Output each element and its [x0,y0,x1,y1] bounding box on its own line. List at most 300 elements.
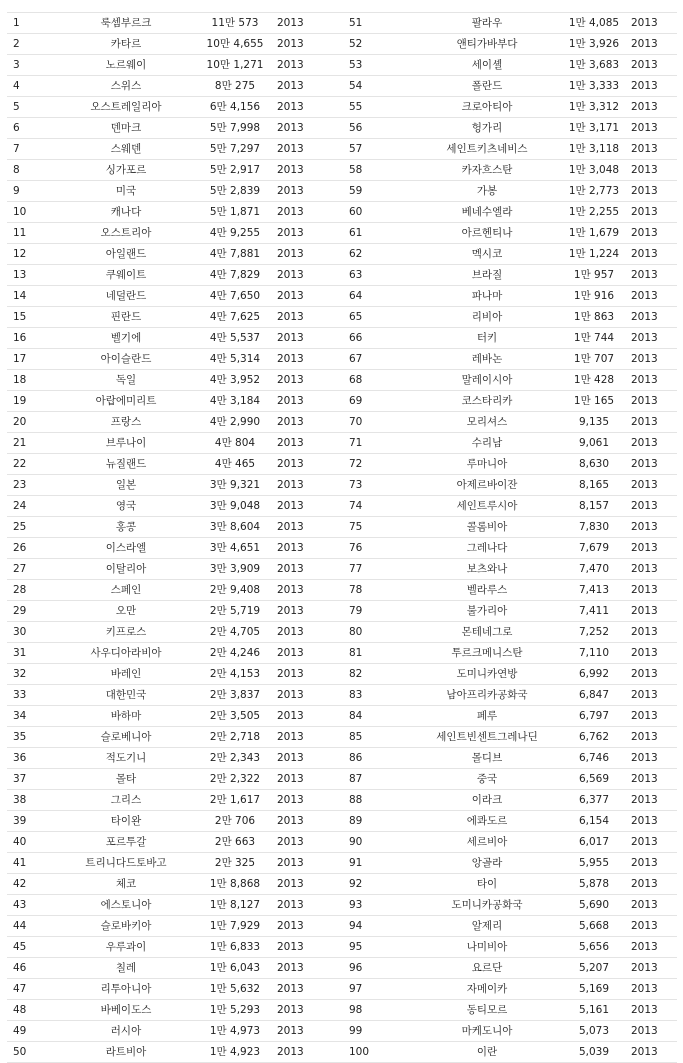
country-cell: 말레이시아 [415,370,559,391]
country-cell: 벨라루스 [415,580,559,601]
rank-cell: 99 [345,1021,415,1042]
rank-cell: 96 [345,958,415,979]
gdp-value-cell: 2만 3,837 [195,685,275,706]
gdp-value-cell: 1만 5,293 [195,1000,275,1021]
country-cell: 스웨덴 [57,139,195,160]
table-row [7,307,677,328]
rank-cell: 62 [345,244,415,265]
rank-cell: 47 [7,979,57,1000]
table-row [7,97,677,118]
table-row [7,202,677,223]
country-cell: 에콰도르 [415,811,559,832]
rank-cell: 72 [345,454,415,475]
country-cell: 아제르바이잔 [415,475,559,496]
rank-cell: 98 [345,1000,415,1021]
year-cell: 2013 [629,979,677,1000]
gdp-value-cell: 4만 7,881 [195,244,275,265]
gdp-value-cell: 2만 5,719 [195,601,275,622]
year-cell: 2013 [275,412,345,433]
year-cell: 2013 [629,706,677,727]
gdp-value-cell: 2만 9,408 [195,580,275,601]
table-row [7,1042,677,1063]
country-cell: 투르크메니스탄 [415,643,559,664]
gdp-value-cell: 2만 663 [195,832,275,853]
year-cell: 2013 [629,118,677,139]
country-cell: 룩셈부르크 [57,13,195,34]
gdp-value-cell: 7,679 [559,538,629,559]
rank-cell: 59 [345,181,415,202]
country-cell: 헝가리 [415,118,559,139]
gdp-value-cell: 6,154 [559,811,629,832]
country-cell: 대한민국 [57,685,195,706]
table-row [7,328,677,349]
gdp-value-cell: 9,061 [559,433,629,454]
table-row [7,391,677,412]
gdp-value-cell: 1만 3,926 [559,34,629,55]
rank-cell: 33 [7,685,57,706]
rank-cell: 7 [7,139,57,160]
country-cell: 미국 [57,181,195,202]
rank-cell: 71 [345,433,415,454]
table-row [7,916,677,937]
rank-cell: 56 [345,118,415,139]
year-cell: 2013 [629,370,677,391]
year-cell: 2013 [629,580,677,601]
country-cell: 타이완 [57,811,195,832]
country-cell: 싱가포르 [57,160,195,181]
rank-cell: 20 [7,412,57,433]
gdp-value-cell: 4만 7,625 [195,307,275,328]
gdp-value-cell: 3만 9,321 [195,475,275,496]
year-cell: 2013 [275,853,345,874]
gdp-value-cell: 6,746 [559,748,629,769]
rank-cell: 74 [345,496,415,517]
year-cell: 2013 [275,685,345,706]
country-cell: 카타르 [57,34,195,55]
rank-cell: 13 [7,265,57,286]
rank-cell: 97 [345,979,415,1000]
rank-cell: 57 [345,139,415,160]
country-cell: 세르비아 [415,832,559,853]
gdp-value-cell: 2만 4,153 [195,664,275,685]
gdp-value-cell: 7,411 [559,601,629,622]
year-cell: 2013 [275,916,345,937]
rank-cell: 63 [345,265,415,286]
rank-cell: 35 [7,727,57,748]
gdp-value-cell: 2만 325 [195,853,275,874]
gdp-value-cell: 1만 3,171 [559,118,629,139]
rank-cell: 31 [7,643,57,664]
rank-cell: 3 [7,55,57,76]
year-cell: 2013 [275,181,345,202]
year-cell: 2013 [629,1021,677,1042]
country-cell: 아일랜드 [57,244,195,265]
rank-cell: 81 [345,643,415,664]
year-cell: 2013 [275,727,345,748]
year-cell: 2013 [629,475,677,496]
gdp-value-cell: 6,762 [559,727,629,748]
gdp-value-cell: 4만 3,184 [195,391,275,412]
year-cell: 2013 [629,223,677,244]
gdp-value-cell: 1만 8,868 [195,874,275,895]
rank-cell: 51 [345,13,415,34]
rank-cell: 34 [7,706,57,727]
rank-cell: 6 [7,118,57,139]
rank-cell: 11 [7,223,57,244]
rank-cell: 37 [7,769,57,790]
table-body [7,13,677,1063]
gdp-value-cell: 9,135 [559,412,629,433]
year-cell: 2013 [629,874,677,895]
gdp-value-cell: 1만 4,085 [559,13,629,34]
year-cell: 2013 [275,328,345,349]
rank-cell: 64 [345,286,415,307]
country-cell: 라트비아 [57,1042,195,1063]
gdp-value-cell: 5,039 [559,1042,629,1063]
country-cell: 나미비아 [415,937,559,958]
table-row [7,223,677,244]
rank-cell: 60 [345,202,415,223]
country-cell: 그레나다 [415,538,559,559]
rank-cell: 21 [7,433,57,454]
year-cell: 2013 [275,118,345,139]
gdp-value-cell: 1만 957 [559,265,629,286]
gdp-value-cell: 2만 3,505 [195,706,275,727]
year-cell: 2013 [275,580,345,601]
table-row [7,811,677,832]
country-cell: 오만 [57,601,195,622]
year-cell: 2013 [275,706,345,727]
year-cell: 2013 [629,55,677,76]
gdp-value-cell: 8,630 [559,454,629,475]
gdp-value-cell: 1만 4,923 [195,1042,275,1063]
country-cell: 체코 [57,874,195,895]
year-cell: 2013 [629,517,677,538]
year-cell: 2013 [275,244,345,265]
rank-cell: 48 [7,1000,57,1021]
year-cell: 2013 [275,643,345,664]
country-cell: 적도기니 [57,748,195,769]
table-row [7,937,677,958]
year-cell: 2013 [629,664,677,685]
gdp-value-cell: 6,569 [559,769,629,790]
country-cell: 모리셔스 [415,412,559,433]
gdp-value-cell: 2만 4,705 [195,622,275,643]
year-cell: 2013 [629,265,677,286]
country-cell: 카자흐스탄 [415,160,559,181]
year-cell: 2013 [275,265,345,286]
rank-cell: 22 [7,454,57,475]
rank-cell: 38 [7,790,57,811]
country-cell: 브라질 [415,265,559,286]
gdp-value-cell: 7,413 [559,580,629,601]
country-cell: 일본 [57,475,195,496]
year-cell: 2013 [275,790,345,811]
rank-cell: 82 [345,664,415,685]
country-cell: 동티모르 [415,1000,559,1021]
gdp-value-cell: 1만 165 [559,391,629,412]
rank-cell: 86 [345,748,415,769]
country-cell: 쿠웨이트 [57,265,195,286]
gdp-value-cell: 1만 1,224 [559,244,629,265]
gdp-value-cell: 1만 428 [559,370,629,391]
year-cell: 2013 [275,1042,345,1063]
country-cell: 터키 [415,328,559,349]
country-cell: 크로아티아 [415,97,559,118]
gdp-value-cell: 5,073 [559,1021,629,1042]
country-cell: 코스타리카 [415,391,559,412]
gdp-value-cell: 1만 7,929 [195,916,275,937]
year-cell: 2013 [629,790,677,811]
gdp-value-cell: 6만 4,156 [195,97,275,118]
rank-cell: 39 [7,811,57,832]
country-cell: 노르웨이 [57,55,195,76]
year-cell: 2013 [629,853,677,874]
country-cell: 도미니카연방 [415,664,559,685]
year-cell: 2013 [275,769,345,790]
country-cell: 러시아 [57,1021,195,1042]
rank-cell: 95 [345,937,415,958]
table-row [7,622,677,643]
year-cell: 2013 [629,559,677,580]
table-row [7,853,677,874]
rank-cell: 75 [345,517,415,538]
table-row [7,832,677,853]
table-row [7,727,677,748]
country-cell: 칠레 [57,958,195,979]
gdp-value-cell: 5,955 [559,853,629,874]
gdp-value-cell: 5만 2,917 [195,160,275,181]
rank-cell: 10 [7,202,57,223]
country-cell: 키프로스 [57,622,195,643]
year-cell: 2013 [275,97,345,118]
table-row [7,34,677,55]
rank-cell: 91 [345,853,415,874]
rank-cell: 49 [7,1021,57,1042]
year-cell: 2013 [275,979,345,1000]
country-cell: 프랑스 [57,412,195,433]
rank-cell: 88 [345,790,415,811]
year-cell: 2013 [629,748,677,769]
year-cell: 2013 [629,895,677,916]
gdp-value-cell: 3만 3,909 [195,559,275,580]
table-row [7,1000,677,1021]
table-row [7,538,677,559]
year-cell: 2013 [275,601,345,622]
rank-cell: 83 [345,685,415,706]
rank-cell: 41 [7,853,57,874]
rank-cell: 44 [7,916,57,937]
country-cell: 세이셸 [415,55,559,76]
year-cell: 2013 [629,538,677,559]
table-row [7,160,677,181]
gdp-value-cell: 1만 4,973 [195,1021,275,1042]
rank-cell: 66 [345,328,415,349]
rank-cell: 42 [7,874,57,895]
gdp-value-cell: 10만 1,271 [195,55,275,76]
year-cell: 2013 [275,433,345,454]
year-cell: 2013 [275,223,345,244]
gdp-value-cell: 1만 2,773 [559,181,629,202]
country-cell: 세인트빈센트그레나딘 [415,727,559,748]
table-row [7,286,677,307]
rank-cell: 16 [7,328,57,349]
year-cell: 2013 [275,874,345,895]
country-cell: 자메이카 [415,979,559,1000]
year-cell: 2013 [275,139,345,160]
rank-cell: 87 [345,769,415,790]
gdp-value-cell: 6,847 [559,685,629,706]
country-cell: 중국 [415,769,559,790]
year-cell: 2013 [629,433,677,454]
table-row [7,769,677,790]
year-cell: 2013 [629,391,677,412]
rank-cell: 17 [7,349,57,370]
gdp-value-cell: 3만 9,048 [195,496,275,517]
table-row [7,580,677,601]
gdp-value-cell: 1만 2,255 [559,202,629,223]
year-cell: 2013 [629,1042,677,1063]
rank-cell: 76 [345,538,415,559]
rank-cell: 40 [7,832,57,853]
gdp-value-cell: 7,470 [559,559,629,580]
rank-cell: 19 [7,391,57,412]
year-cell: 2013 [275,55,345,76]
table-row [7,265,677,286]
rank-cell: 73 [345,475,415,496]
year-cell: 2013 [629,328,677,349]
rank-cell: 36 [7,748,57,769]
rank-cell: 70 [345,412,415,433]
gdp-value-cell: 1만 1,679 [559,223,629,244]
country-cell: 스페인 [57,580,195,601]
table-row [7,55,677,76]
rank-cell: 2 [7,34,57,55]
country-cell: 바하마 [57,706,195,727]
country-cell: 바베이도스 [57,1000,195,1021]
country-cell: 바레인 [57,664,195,685]
table-row [7,874,677,895]
year-cell: 2013 [275,34,345,55]
gdp-value-cell: 1만 3,683 [559,55,629,76]
rank-cell: 32 [7,664,57,685]
gdp-value-cell: 2만 2,322 [195,769,275,790]
country-cell: 오스트리아 [57,223,195,244]
year-cell: 2013 [275,664,345,685]
gdp-value-cell: 1만 5,632 [195,979,275,1000]
country-cell: 콜롬비아 [415,517,559,538]
country-cell: 앙골라 [415,853,559,874]
year-cell: 2013 [629,76,677,97]
country-cell: 알제리 [415,916,559,937]
rank-cell: 58 [345,160,415,181]
year-cell: 2013 [629,958,677,979]
year-cell: 2013 [629,769,677,790]
gdp-value-cell: 4만 7,650 [195,286,275,307]
rank-cell: 69 [345,391,415,412]
gdp-value-cell: 4만 9,255 [195,223,275,244]
country-cell: 이라크 [415,790,559,811]
country-cell: 아랍에미리트 [57,391,195,412]
rank-cell: 80 [345,622,415,643]
year-cell: 2013 [275,391,345,412]
country-cell: 이란 [415,1042,559,1063]
year-cell: 2013 [275,307,345,328]
rank-cell: 4 [7,76,57,97]
country-cell: 포르투갈 [57,832,195,853]
year-cell: 2013 [629,454,677,475]
country-cell: 보츠와나 [415,559,559,580]
rank-cell: 1 [7,13,57,34]
gdp-value-cell: 7,110 [559,643,629,664]
table-row [7,496,677,517]
country-cell: 슬로바키아 [57,916,195,937]
gdp-value-cell: 6,017 [559,832,629,853]
country-cell: 팔라우 [415,13,559,34]
gdp-value-cell: 10만 4,655 [195,34,275,55]
gdp-value-cell: 1만 8,127 [195,895,275,916]
country-cell: 덴마크 [57,118,195,139]
rank-cell: 92 [345,874,415,895]
rank-cell: 43 [7,895,57,916]
table-row [7,454,677,475]
country-cell: 오스트레일리아 [57,97,195,118]
rank-cell: 50 [7,1042,57,1063]
year-cell: 2013 [629,181,677,202]
rank-cell: 14 [7,286,57,307]
table-row [7,370,677,391]
rank-cell: 18 [7,370,57,391]
rank-cell: 100 [345,1042,415,1063]
rank-cell: 54 [345,76,415,97]
rank-cell: 61 [345,223,415,244]
year-cell: 2013 [629,832,677,853]
country-cell: 루마니아 [415,454,559,475]
year-cell: 2013 [275,832,345,853]
table-row [7,1021,677,1042]
country-cell: 스위스 [57,76,195,97]
year-cell: 2013 [629,937,677,958]
table-row [7,13,677,34]
year-cell: 2013 [629,412,677,433]
table-row [7,517,677,538]
table-row [7,748,677,769]
table-row [7,895,677,916]
year-cell: 2013 [275,811,345,832]
country-cell: 사우디아라비아 [57,643,195,664]
rank-cell: 55 [345,97,415,118]
year-cell: 2013 [629,13,677,34]
year-cell: 2013 [275,1000,345,1021]
rank-cell: 52 [345,34,415,55]
year-cell: 2013 [629,685,677,706]
rank-cell: 15 [7,307,57,328]
rank-cell: 26 [7,538,57,559]
year-cell: 2013 [629,601,677,622]
gdp-value-cell: 1만 744 [559,328,629,349]
country-cell: 트리니다드토바고 [57,853,195,874]
country-cell: 불가리아 [415,601,559,622]
year-cell: 2013 [629,349,677,370]
gdp-value-cell: 6,992 [559,664,629,685]
country-cell: 그리스 [57,790,195,811]
table-row [7,979,677,1000]
rank-cell: 5 [7,97,57,118]
country-cell: 타이 [415,874,559,895]
gdp-value-cell: 5,207 [559,958,629,979]
gdp-value-cell: 1만 3,312 [559,97,629,118]
country-cell: 마케도니아 [415,1021,559,1042]
